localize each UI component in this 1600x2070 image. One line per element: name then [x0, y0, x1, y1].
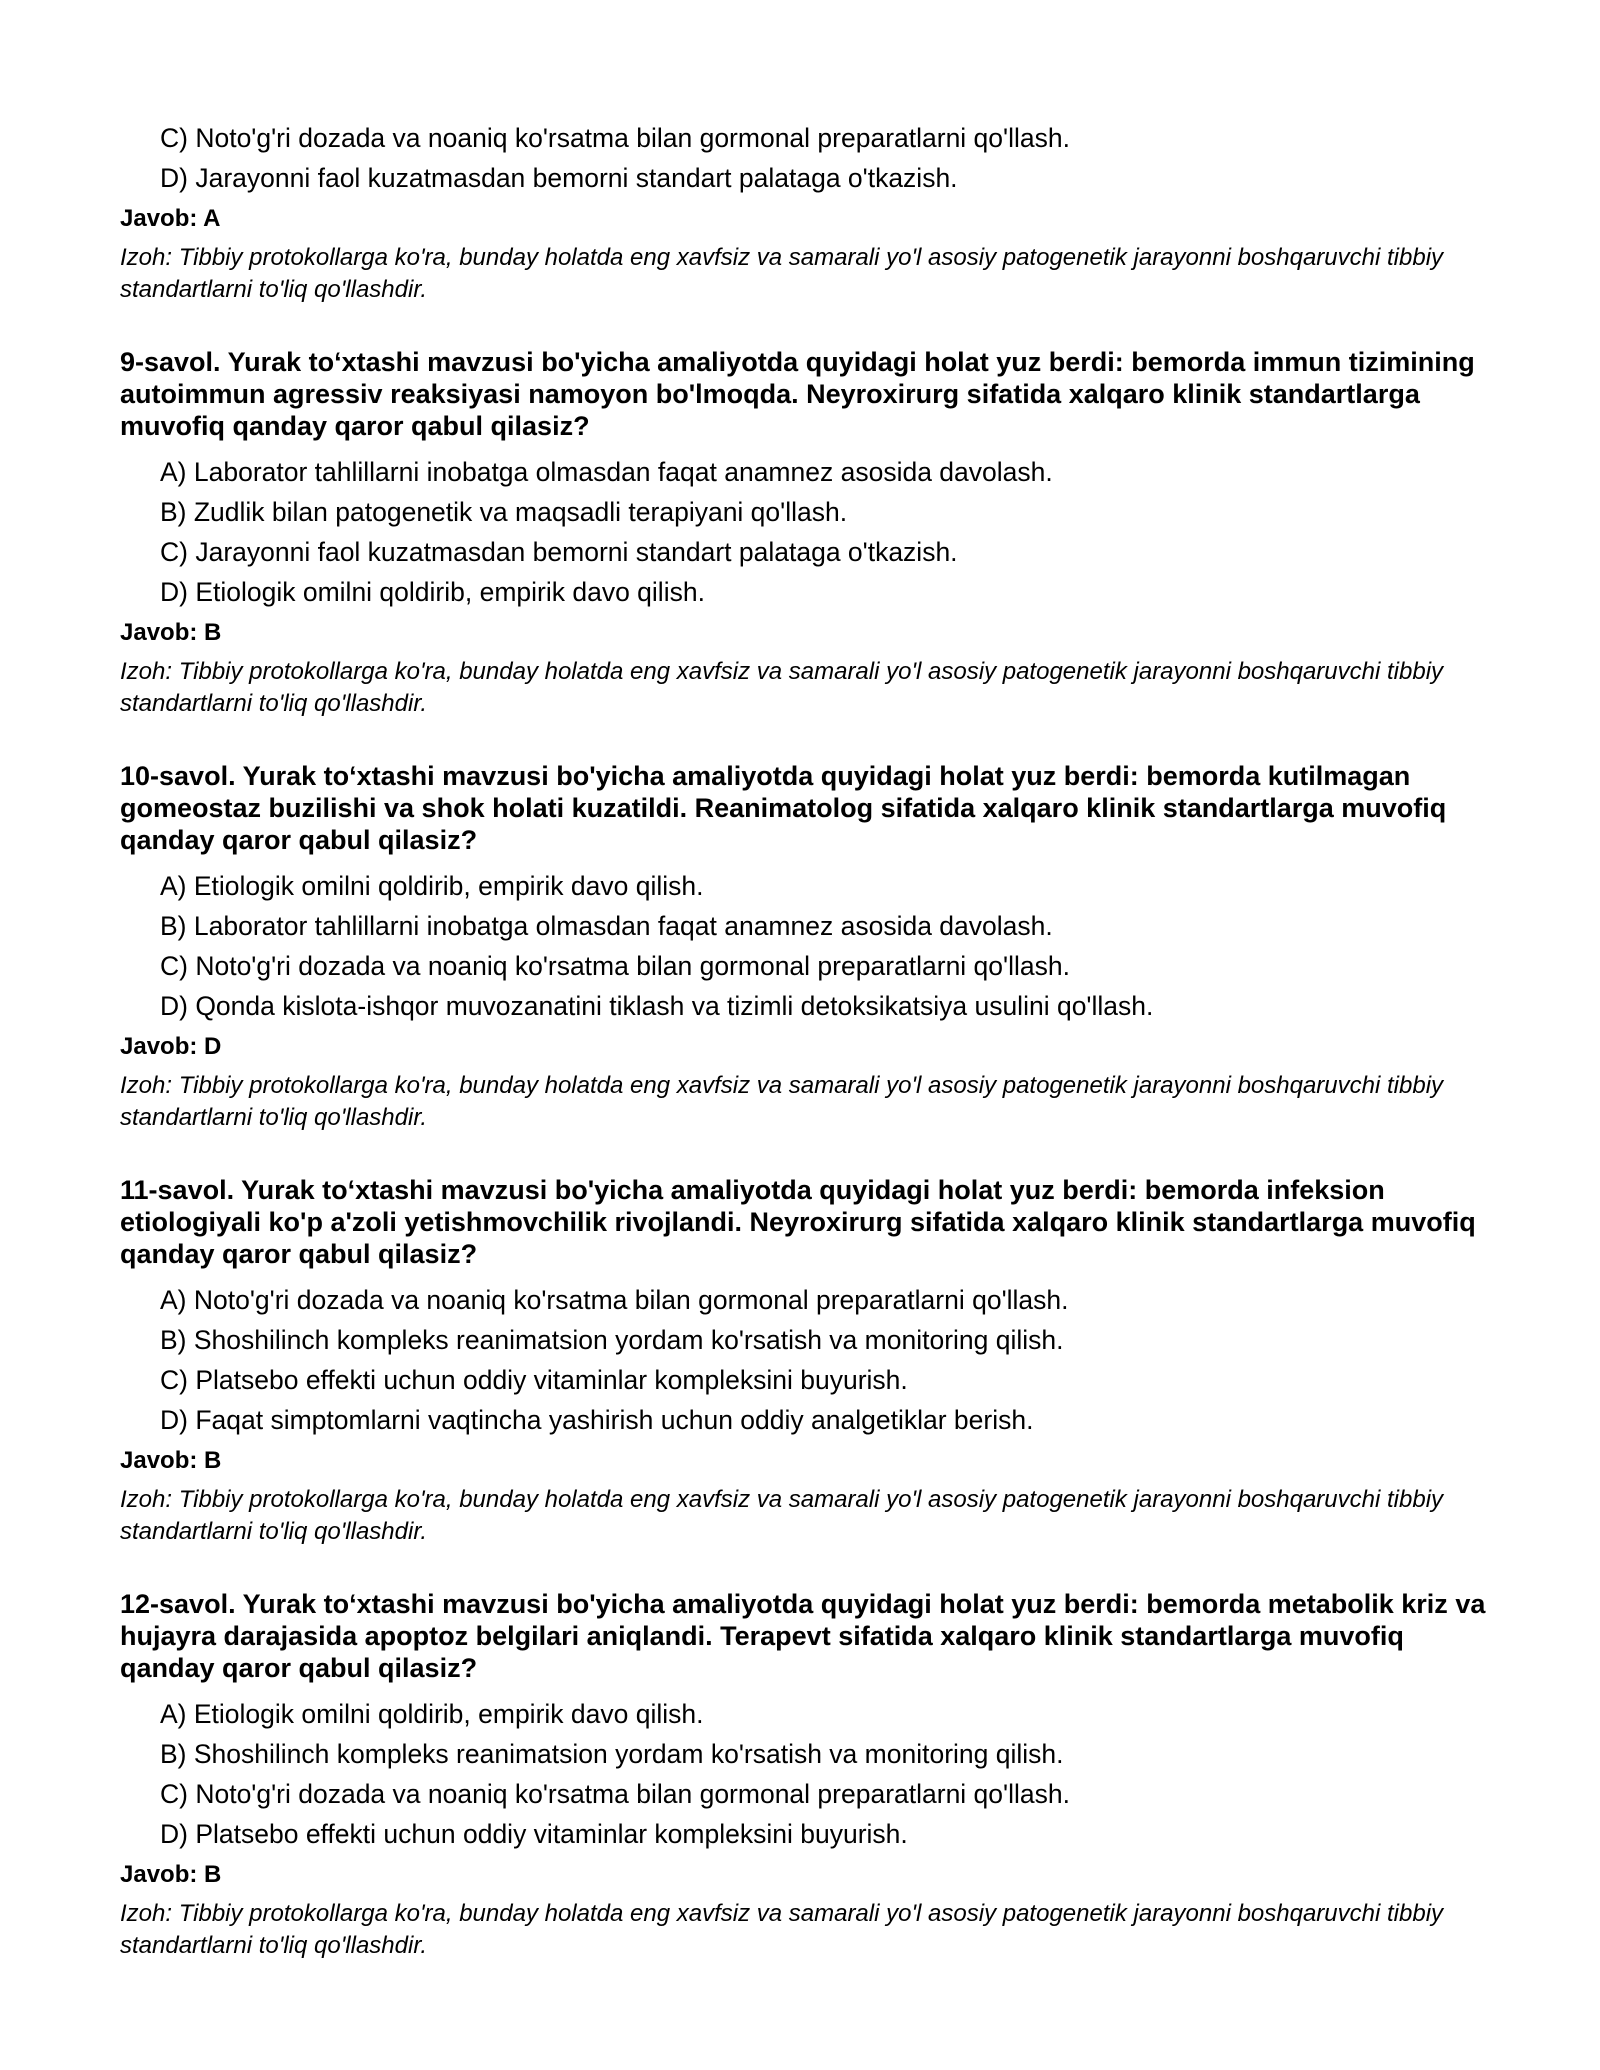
- question-text: 9-savol. Yurak to‘xtashi mavzusi bo'yicha amaliyotda quyidagi holat yuz berdi: bemorda immun tizimining autoimmun agressiv reaksiyasi namoyon bo'lmoqda. Neyroxirurg sifatida xalqaro klinik standartlarga muvofiq qanday qaror qabul qilasiz?: [120, 347, 1475, 441]
- correct-answer: Javob: B: [120, 1861, 222, 1888]
- explanation-note: Izoh: Tibbiy protokollarga ko'ra, bunday holatda eng xavfsiz va samarali yo'l asosiy patogenetik jarayonni boshqaruvchi tibbiy standartlarni to'liq qo'llashdir.: [120, 1900, 1444, 1959]
- question-text: 12-savol. Yurak to‘xtashi mavzusi bo'yicha amaliyotda quyidagi holat yuz berdi: bemorda metabolik kriz va hujayra darajasida apoptoz belgilari aniqlandi. Terapevt sifatida xalqaro klinik standartlarga muvofiq qanday qaror qabul qilasiz?: [120, 1589, 1486, 1683]
- answer-option-a: A) Etiologik omilni qoldirib, empirik davo qilish.: [160, 1699, 704, 1729]
- question-block-11: [120, 1174, 1500, 1548]
- explanation-note: Izoh: Tibbiy protokollarga ko'ra, bunday holatda eng xavfsiz va samarali yo'l asosiy patogenetik jarayonni boshqaruvchi tibbiy standartlarni to'liq qo'llashdir.: [120, 244, 1444, 303]
- answer-option-c: C) Noto'g'ri dozada va noaniq ko'rsatma bilan gormonal preparatlarni qo'llash.: [160, 123, 1070, 153]
- question-text: 10-savol. Yurak to‘xtashi mavzusi bo'yicha amaliyotda quyidagi holat yuz berdi: bemorda kutilmagan gomeostaz buzilishi va shok holati kuzatildi. Reanimatolog sifatida xalqaro klinik standartlarga muvofiq qanday qaror qabul qilasiz?: [120, 761, 1447, 855]
- explanation-note: Izoh: Tibbiy protokollarga ko'ra, bunday holatda eng xavfsiz va samarali yo'l asosiy patogenetik jarayonni boshqaruvchi tibbiy standartlarni to'liq qo'llashdir.: [120, 1486, 1444, 1545]
- answer-option-b: B) Shoshilinch kompleks reanimatsion yordam ko'rsatish va monitoring qilish.: [160, 1739, 1064, 1769]
- answer-option-c: C) Noto'g'ri dozada va noaniq ko'rsatma bilan gormonal preparatlarni qo'llash.: [160, 1779, 1070, 1809]
- correct-answer: Javob: D: [120, 1033, 222, 1060]
- answer-option-a: A) Etiologik omilni qoldirib, empirik davo qilish.: [160, 871, 704, 901]
- answer-option-d: D) Jarayonni faol kuzatmasdan bemorni standart palataga o'tkazish.: [160, 163, 958, 193]
- question-text: 11-savol. Yurak to‘xtashi mavzusi bo'yicha amaliyotda quyidagi holat yuz berdi: bemorda infeksion etiologiyali ko'p a'zoli yetishmovchilik rivojlandi. Neyroxirurg sifatida xalqaro klinik standartlarga muvofiq qanday qaror qabul qilasiz?: [120, 1175, 1476, 1269]
- answer-option-d: D) Platsebo effekti uchun oddiy vitaminlar kompleksini buyurish.: [160, 1819, 908, 1849]
- correct-answer: Javob: A: [120, 205, 221, 232]
- document-page: [120, 118, 1500, 1962]
- answer-option-c: C) Noto'g'ri dozada va noaniq ko'rsatma bilan gormonal preparatlarni qo'llash.: [160, 951, 1070, 981]
- question-8-continuation: [120, 118, 1500, 306]
- answer-option-a: A) Noto'g'ri dozada va noaniq ko'rsatma bilan gormonal preparatlarni qo'llash.: [160, 1285, 1069, 1315]
- correct-answer: Javob: B: [120, 1447, 222, 1474]
- answer-option-a: A) Laborator tahlillarni inobatga olmasdan faqat anamnez asosida davolash.: [160, 457, 1053, 487]
- answer-option-d: D) Faqat simptomlarni vaqtincha yashirish uchun oddiy analgetiklar berish.: [160, 1405, 1034, 1435]
- question-block-12: [120, 1588, 1500, 1962]
- question-block-10: [120, 760, 1500, 1134]
- explanation-note: Izoh: Tibbiy protokollarga ko'ra, bunday holatda eng xavfsiz va samarali yo'l asosiy patogenetik jarayonni boshqaruvchi tibbiy standartlarni to'liq qo'llashdir.: [120, 658, 1444, 717]
- answer-option-d: D) Qonda kislota-ishqor muvozanatini tiklash va tizimli detoksikatsiya usulini qo'llash.: [160, 991, 1154, 1021]
- answer-option-b: B) Zudlik bilan patogenetik va maqsadli terapiyani qo'llash.: [160, 497, 848, 527]
- answer-option-b: B) Laborator tahlillarni inobatga olmasdan faqat anamnez asosida davolash.: [160, 911, 1053, 941]
- answer-option-b: B) Shoshilinch kompleks reanimatsion yordam ko'rsatish va monitoring qilish.: [160, 1325, 1064, 1355]
- answer-option-c: C) Platsebo effekti uchun oddiy vitaminlar kompleksini buyurish.: [160, 1365, 908, 1395]
- answer-option-c: C) Jarayonni faol kuzatmasdan bemorni standart palataga o'tkazish.: [160, 537, 958, 567]
- answer-option-d: D) Etiologik omilni qoldirib, empirik davo qilish.: [160, 577, 705, 607]
- explanation-note: Izoh: Tibbiy protokollarga ko'ra, bunday holatda eng xavfsiz va samarali yo'l asosiy patogenetik jarayonni boshqaruvchi tibbiy standartlarni to'liq qo'llashdir.: [120, 1072, 1444, 1131]
- correct-answer: Javob: B: [120, 619, 222, 646]
- question-block-9: [120, 346, 1500, 720]
